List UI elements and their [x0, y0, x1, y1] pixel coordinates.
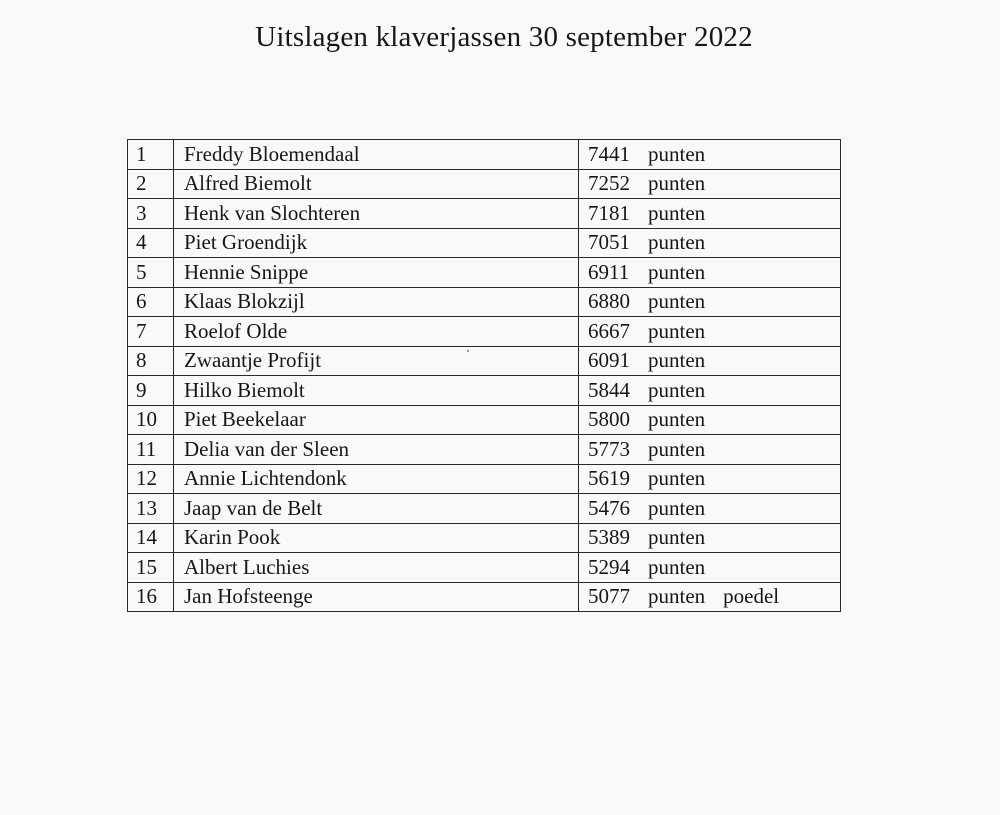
- page-title: Uitslagen klaverjassen 30 september 2022: [255, 21, 753, 53]
- player-name-cell: Klaas Blokzijl: [174, 287, 579, 317]
- results-table: [127, 139, 841, 612]
- rank-cell: 6: [128, 287, 174, 317]
- player-name-cell: Albert Luchies: [174, 553, 579, 583]
- player-name-cell: Freddy Bloemendaal: [174, 140, 579, 170]
- score-cell: [579, 346, 841, 376]
- score-cell: [579, 435, 841, 465]
- player-name-cell: Piet Groendijk: [174, 228, 579, 258]
- table-row: [128, 169, 841, 199]
- rank-cell: 15: [128, 553, 174, 583]
- scan-speck: [467, 350, 469, 352]
- rank-cell: 12: [128, 464, 174, 494]
- table-row: [128, 435, 841, 465]
- points-unit: punten: [648, 171, 706, 196]
- score-cell: [579, 140, 841, 170]
- points-value: 6911: [588, 259, 630, 284]
- score-cell: [579, 317, 841, 347]
- points-unit: punten: [648, 525, 706, 550]
- score-cell: [579, 464, 841, 494]
- table-row: [128, 582, 841, 612]
- score-cell: [579, 199, 841, 229]
- player-name-cell: Hilko Biemolt: [174, 376, 579, 406]
- points-unit: punten: [648, 200, 706, 225]
- score-cell: [579, 553, 841, 583]
- player-name-cell: Delia van der Sleen: [174, 435, 579, 465]
- points-value: 5800: [588, 407, 630, 432]
- table-row: [128, 376, 841, 406]
- rank-cell: 11: [128, 435, 174, 465]
- points-value: 5389: [588, 525, 630, 550]
- table-row: [128, 317, 841, 347]
- points-unit: punten: [648, 289, 706, 314]
- rank-cell: 8: [128, 346, 174, 376]
- score-cell: [579, 258, 841, 288]
- points-unit: punten: [648, 407, 706, 432]
- table-row: [128, 553, 841, 583]
- score-cell: [579, 523, 841, 553]
- score-cell: [579, 228, 841, 258]
- rank-cell: 1: [128, 140, 174, 170]
- points-unit: punten: [648, 554, 706, 579]
- table-row: [128, 405, 841, 435]
- points-value: 7181: [588, 200, 630, 225]
- score-cell: [579, 169, 841, 199]
- player-name-cell: Zwaantje Profijt: [174, 346, 579, 376]
- rank-cell: 7: [128, 317, 174, 347]
- player-name-cell: Alfred Biemolt: [174, 169, 579, 199]
- rank-cell: 2: [128, 169, 174, 199]
- rank-cell: 4: [128, 228, 174, 258]
- points-value: 7051: [588, 230, 630, 255]
- points-unit: punten: [648, 584, 706, 609]
- rank-cell: 3: [128, 199, 174, 229]
- table-row: [128, 346, 841, 376]
- score-cell: [579, 376, 841, 406]
- player-name-cell: Hennie Snippe: [174, 258, 579, 288]
- player-name-cell: Piet Beekelaar: [174, 405, 579, 435]
- player-name-cell: Annie Lichtendonk: [174, 464, 579, 494]
- points-value: 5773: [588, 436, 630, 461]
- points-unit: punten: [648, 348, 706, 373]
- rank-cell: 13: [128, 494, 174, 524]
- points-value: 5619: [588, 466, 630, 491]
- player-name-cell: Henk van Slochteren: [174, 199, 579, 229]
- table-row: [128, 140, 841, 170]
- results-table-body: [128, 140, 841, 612]
- score-cell: [579, 405, 841, 435]
- player-name-cell: Jan Hofsteenge: [174, 582, 579, 612]
- points-value: 7252: [588, 171, 630, 196]
- player-name-cell: Roelof Olde: [174, 317, 579, 347]
- table-row: [128, 258, 841, 288]
- rank-cell: 5: [128, 258, 174, 288]
- points-value: 6880: [588, 289, 630, 314]
- rank-cell: 14: [128, 523, 174, 553]
- rank-cell: 10: [128, 405, 174, 435]
- points-unit: punten: [648, 495, 706, 520]
- table-row: [128, 464, 841, 494]
- table-row: [128, 199, 841, 229]
- score-cell: [579, 287, 841, 317]
- points-unit: punten: [648, 466, 706, 491]
- table-row: [128, 228, 841, 258]
- points-value: 5476: [588, 495, 630, 520]
- points-unit: punten: [648, 230, 706, 255]
- score-cell: [579, 582, 841, 612]
- points-value: 5844: [588, 377, 630, 402]
- table-row: [128, 494, 841, 524]
- points-unit: punten: [648, 259, 706, 284]
- table-row: [128, 287, 841, 317]
- points-value: 6091: [588, 348, 630, 373]
- points-value: 6667: [588, 318, 630, 343]
- points-value: 5077: [588, 584, 630, 609]
- rank-cell: 9: [128, 376, 174, 406]
- score-cell: [579, 494, 841, 524]
- points-unit: punten: [648, 141, 706, 166]
- table-row: [128, 523, 841, 553]
- points-value: 5294: [588, 554, 630, 579]
- points-unit: punten: [648, 436, 706, 461]
- player-name-cell: Jaap van de Belt: [174, 494, 579, 524]
- points-unit: punten: [648, 377, 706, 402]
- points-unit: punten: [648, 318, 706, 343]
- points-value: 7441: [588, 141, 630, 166]
- rank-cell: 16: [128, 582, 174, 612]
- score-note: poedel: [723, 584, 780, 609]
- player-name-cell: Karin Pook: [174, 523, 579, 553]
